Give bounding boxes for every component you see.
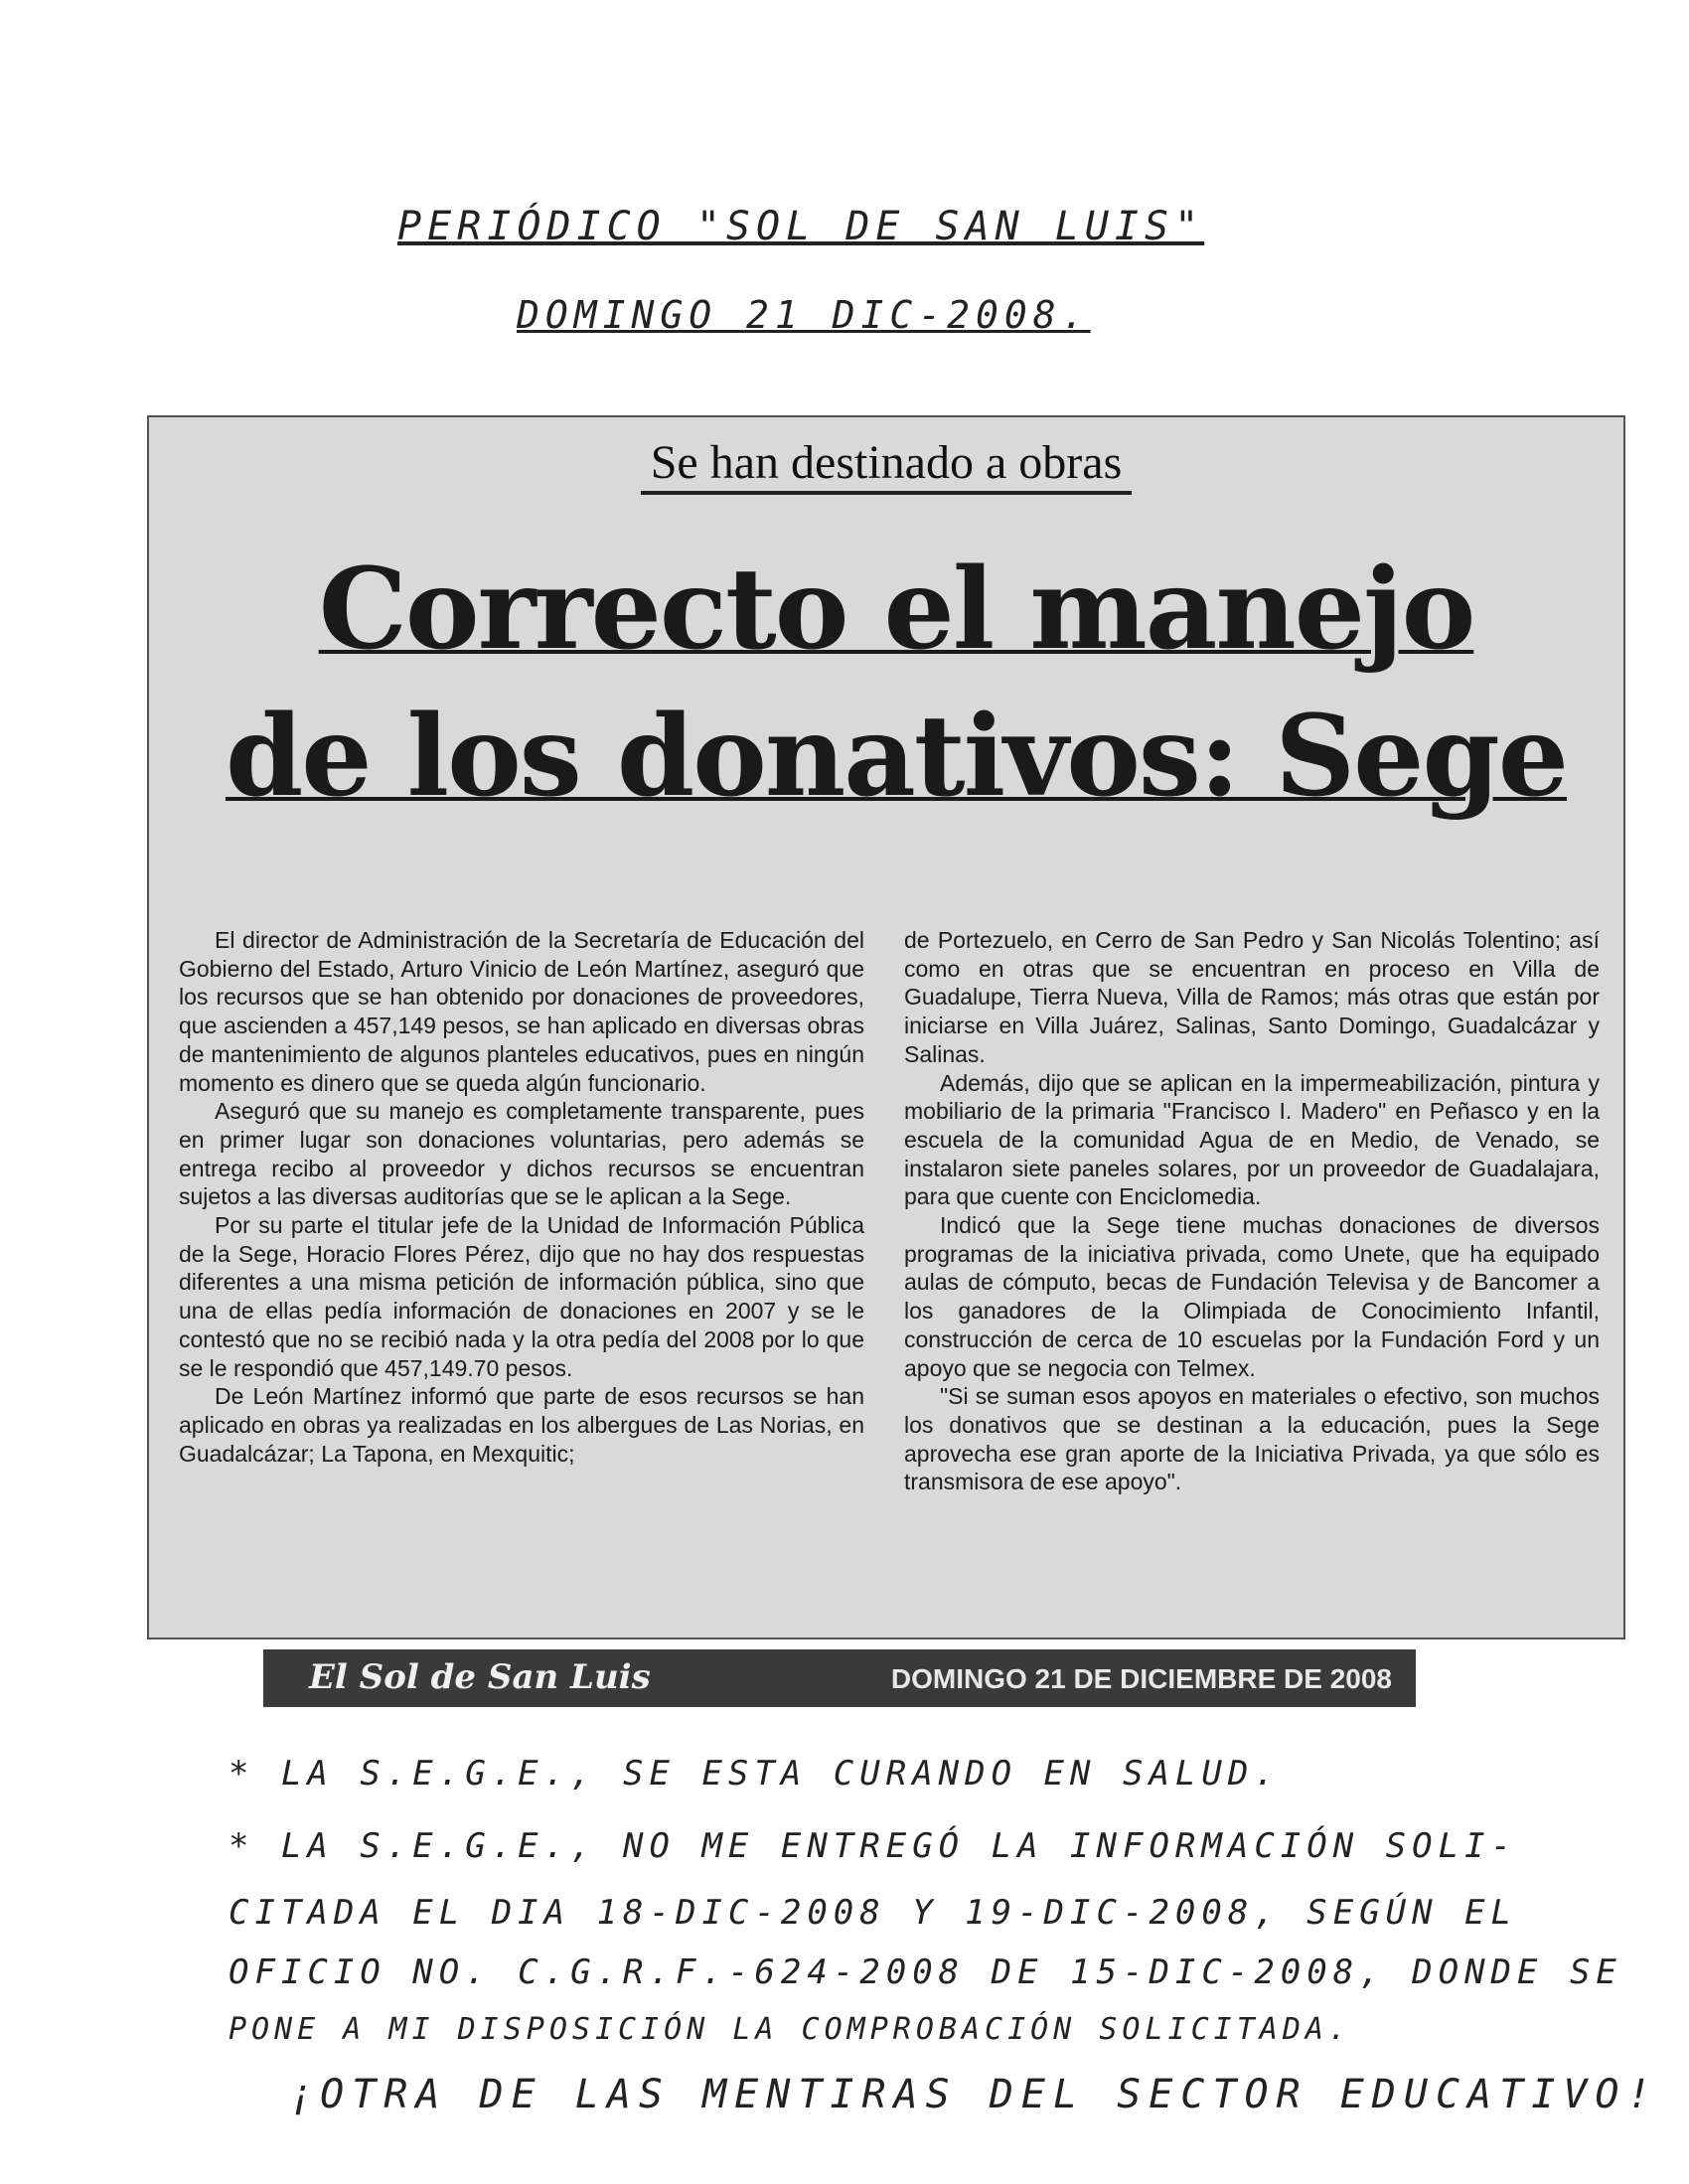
handwritten-title-line-2: DOMINGO 21 DIC-2008. <box>517 293 1091 337</box>
paragraph: Indicó que la Sege tiene muchas donaciones de diversos programas de la iniciativa privada, como Unete, que ha equipado aulas de cómputo, becas de Fundación Televisa y de Bancomer a los ganadores de la Olimpiada de Conocimiento Infantil, construcción de cerca de 10 escuelas por la Fundación Ford y un apoyo que se negocia con Telmex. <box>904 1212 1600 1381</box>
article-column-right <box>904 926 1600 1496</box>
headline-line-2: de los donativos: Sege <box>225 692 1568 822</box>
article-kicker: Se han destinado a obras <box>149 435 1623 490</box>
handwritten-note-line-6: ¡OTRA DE LAS MENTIRAS DEL SECTOR EDUCATIVO! <box>288 2072 1659 2117</box>
newspaper-footer-bar <box>263 1649 1416 1707</box>
paragraph: De León Martínez informó que parte de esos recursos se han aplicado en obras ya realizadas en los albergues de Las Norias, en Guadalcázar; La Tapona, en Mexquitic; <box>179 1383 864 1467</box>
publication-date: DOMINGO 21 DE DICIEMBRE DE 2008 <box>890 1663 1392 1694</box>
handwritten-note-line-3: CITADA EL DIA 18-DIC-2008 Y 19-DIC-2008, SEGÚN EL <box>229 1893 1518 1933</box>
paragraph: Por su parte el titular jefe de la Unidad de Información Pública de la Sege, Horacio Flores Pérez, dijo que no hay dos respuestas diferentes a una misma petición de información pública, sino que una de ellas pedía información de donaciones en 2007 y se le contestó que no se recibió nada y la otra pedía del 2008 por lo que se le respondió que 457,149.70 pesos. <box>179 1212 864 1381</box>
paragraph: El director de Administración de la Secretaría de Educación del Gobierno del Estado, Arturo Vinicio de León Martínez, aseguró que los recursos que se han obtenido por donaciones de proveedores, que ascienden a 457,149 pesos, se han aplicado en diversas obras de mantenimiento de algunos planteles educativos, pues en ningún momento es dinero que se queda algún funcionario. <box>179 927 864 1096</box>
paragraph: Aseguró que su manejo es completamente transparente, pues en primer lugar son donaciones voluntarias, pero además se entrega recibo al proveedor y dichos recursos se encuentran sujetos a las diversas auditorías que se le aplican a la Sege. <box>179 1098 864 1210</box>
paragraph: "Si se suman esos apoyos en materiales o efectivo, son muchos los donativos que se destinan a la educación, pues la Sege aprovecha ese gran aporte de la Iniciativa Privada, ya que sólo es transmisora de ese apoyo". <box>904 1383 1600 1495</box>
headline-line-1: Correcto el manejo <box>318 545 1474 675</box>
handwritten-note-line-4: OFICIO NO. C.G.R.F.-624-2008 DE 15-DIC-2008, DONDE SE <box>229 1952 1622 1992</box>
handwritten-note-line-1: * LA S.E.G.E., SE ESTA CURANDO EN SALUD. <box>229 1754 1281 1794</box>
paragraph-continued: de Portezuelo, en Cerro de San Pedro y San Nicolás Tolentino; así como en otras que se encuentran en proceso en Villa de Guadalupe, Tierra Nueva, Villa de Ramos; más otras que están por iniciarse en Villa Juárez, Salinas, Santo Domingo, Guadalcázar y Salinas. <box>904 927 1600 1067</box>
handwritten-note-line-2: * LA S.E.G.E., NO ME ENTREGÓ LA INFORMACIÓN SOLI- <box>229 1826 1518 1866</box>
article-headline <box>209 537 1584 831</box>
handwritten-title-line-1: PERIÓDICO "SOL DE SAN LUIS" <box>397 204 1205 249</box>
newspaper-clipping <box>147 415 1625 1639</box>
article-column-left <box>179 926 864 1468</box>
handwritten-note-line-5: PONE A MI DISPOSICIÓN LA COMPROBACIÓN SOLICITADA. <box>229 2012 1352 2047</box>
paragraph: Además, dijo que se aplican en la impermeabilización, pintura y mobiliario de la primaria "Francisco I. Madero" en Peñasco y en la escuela de la comunidad Agua de en Medio, de Venado, se instalaron siete paneles solares, por un proveedor de Guadalajara, para que cuente con Enciclomedia. <box>904 1069 1600 1210</box>
newspaper-masthead: El Sol de San Luis <box>309 1657 651 1697</box>
